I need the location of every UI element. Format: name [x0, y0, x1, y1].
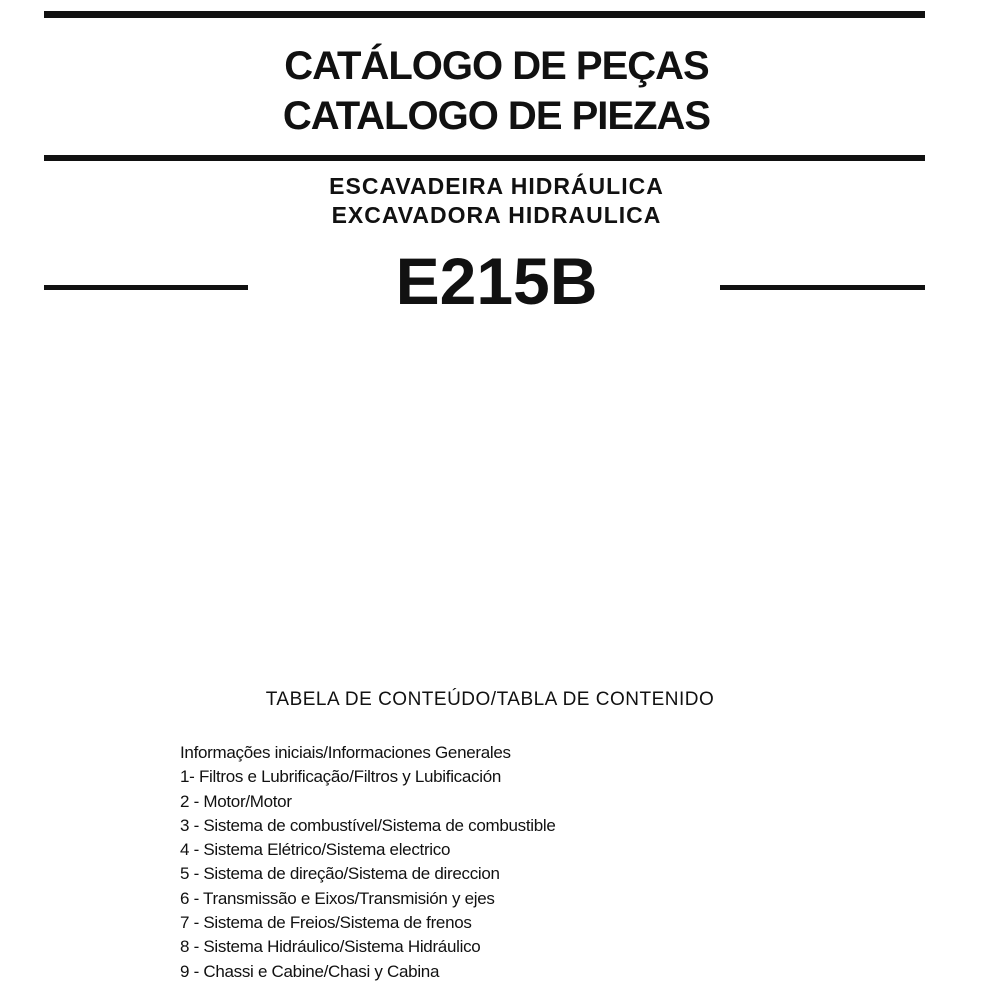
machine-type-spanish: EXCAVADORA HIDRAULICA [331, 202, 662, 228]
machine-type-portuguese: ESCAVADEIRA HIDRÁULICA [329, 173, 664, 199]
toc-item-filters-lubrication[interactable]: 1- Filtros e Lubrificação/Filtros y Lubificación [180, 767, 502, 787]
catalog-title-spanish: CATALOGO DE PIEZAS [282, 94, 711, 138]
toc-item-fuel-system[interactable]: 3 - Sistema de combustível/Sistema de combustible [180, 815, 556, 835]
toc-item-engine[interactable]: 2 - Motor/Motor [180, 791, 292, 811]
table-of-contents-heading: TABELA DE CONTEÚDO/TABLA DE CONTENIDO [265, 689, 715, 710]
toc-item-hydraulic-system[interactable]: 8 - Sistema Hidráulico/Sistema Hidráulico [180, 937, 481, 957]
toc-item-transmission-axles[interactable]: 6 - Transmissão e Eixos/Transmisión y ejes [180, 888, 495, 908]
model-right-divider [720, 285, 925, 290]
toc-item-chassis-cab[interactable]: 9 - Chassi e Cabine/Chasi y Cabina [180, 961, 440, 981]
toc-item-steering-system[interactable]: 5 - Sistema de direção/Sistema de direccion [180, 864, 500, 884]
model-number: E215B [395, 244, 598, 318]
toc-item-brake-system[interactable]: 7 - Sistema de Freios/Sistema de frenos [180, 913, 472, 933]
toc-item-electrical-system[interactable]: 4 - Sistema Elétrico/Sistema electrico [180, 840, 451, 860]
catalog-title-portuguese: CATÁLOGO DE PEÇAS [284, 44, 709, 88]
top-divider [44, 11, 925, 18]
middle-divider [44, 155, 925, 161]
table-of-contents [180, 741, 556, 984]
toc-item-general-info[interactable]: Informações iniciais/Informaciones Generales [180, 743, 511, 762]
